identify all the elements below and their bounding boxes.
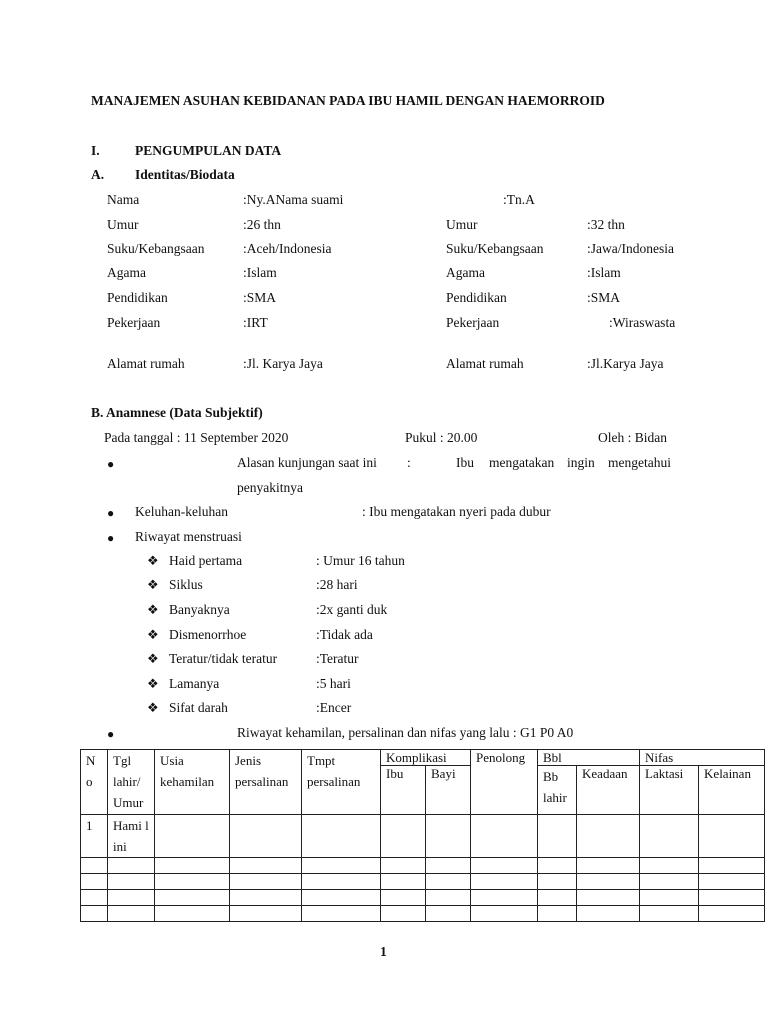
identity-right-value: :Tn.A (503, 192, 535, 207)
alasan-word: mengetahui (608, 455, 671, 470)
cell-empty (155, 906, 230, 922)
table-row (81, 906, 765, 922)
section-1-heading: PENGUMPULAN DATA (135, 143, 282, 158)
cell-empty (230, 906, 302, 922)
identity-right-value: :Jl.Karya Jaya (587, 356, 664, 371)
bullet-icon: ● (107, 457, 115, 471)
header-ibu: Ibu (381, 766, 426, 815)
identity-right-label: Alamat rumah (446, 356, 524, 371)
identity-left-label: Umur (107, 217, 139, 232)
header-kelainan: Kelainan (699, 766, 765, 815)
identity-left-label: Pekerjaan (107, 315, 161, 330)
bullet-icon: ● (107, 506, 115, 520)
cell-empty (471, 815, 538, 858)
menstruation-value: :Encer (316, 700, 352, 715)
alasan-colon: : (407, 455, 411, 470)
cell-empty (577, 858, 640, 874)
cell-empty (302, 858, 381, 874)
identity-left-value: :Islam (243, 265, 277, 280)
identity-right-label: Umur (446, 217, 478, 232)
table-row (81, 874, 765, 890)
cell-empty (699, 890, 765, 906)
pregnancy-history-table (80, 749, 765, 922)
cell-empty (108, 858, 155, 874)
menstruation-value: :Teratur (316, 651, 359, 666)
page-number: 1 (380, 944, 387, 959)
menstruasi-label: Riwayat menstruasi (135, 529, 242, 544)
kehamilan-label: Riwayat kehamilan, persalinan dan nifas yang lalu : G1 P0 A0 (237, 725, 574, 740)
cell-empty (81, 890, 108, 906)
header-tgl-lahir: Tgl lahir/ Umur (108, 750, 155, 815)
cell-empty (381, 815, 426, 858)
section-1-number: I. (91, 143, 100, 158)
visit-time: Pukul : 20.00 (405, 430, 478, 445)
document-title: MANAJEMEN ASUHAN KEBIDANAN PADA IBU HAMIL DENGAN HAEMORROID (91, 93, 605, 108)
cell-empty (81, 906, 108, 922)
identity-right-value: :Islam (587, 265, 621, 280)
menstruation-label: Lamanya (169, 676, 220, 691)
menstruation-label: Haid pertama (169, 553, 243, 568)
diamond-bullet-icon: ❖ (147, 602, 159, 617)
cell-empty (471, 890, 538, 906)
cell-empty (108, 874, 155, 890)
alasan-word: Ibu (456, 455, 474, 470)
cell-empty (577, 906, 640, 922)
header-bayi: Bayi (426, 766, 471, 815)
cell-empty (640, 890, 699, 906)
identity-left-value: :26 thn (243, 217, 281, 232)
header-usia-kehamilan: Usia kehamilan (155, 750, 230, 815)
menstruation-value: :28 hari (316, 577, 358, 592)
section-b-heading: B. Anamnese (Data Subjektif) (91, 405, 263, 420)
cell-empty (426, 815, 471, 858)
diamond-bullet-icon: ❖ (147, 627, 159, 642)
section-a-number: A. (91, 167, 105, 182)
cell-empty (426, 890, 471, 906)
visit-date: Pada tanggal : 11 September 2020 (104, 430, 289, 445)
cell-empty (302, 874, 381, 890)
cell-empty (381, 858, 426, 874)
cell-empty (230, 874, 302, 890)
cell-empty (155, 858, 230, 874)
identity-left-label: Pendidikan (107, 290, 168, 305)
identity-left-label: Agama (107, 265, 146, 280)
cell-empty (471, 858, 538, 874)
alasan-continuation: penyakitnya (237, 480, 303, 495)
cell-empty (699, 906, 765, 922)
identity-right-label: Pendidikan (446, 290, 507, 305)
header-komplikasi: Komplikasi (381, 750, 471, 766)
cell-empty (699, 874, 765, 890)
bullet-icon: ● (107, 727, 115, 741)
cell-empty (230, 890, 302, 906)
cell-empty (538, 874, 577, 890)
header-bbl: Bbl (538, 750, 640, 766)
alasan-word: ingin (567, 455, 595, 470)
cell-empty (108, 906, 155, 922)
cell-empty (538, 815, 577, 858)
menstruation-value: :Tidak ada (316, 627, 373, 642)
cell-empty (577, 890, 640, 906)
cell-empty (381, 906, 426, 922)
identity-left-value: :Jl. Karya Jaya (243, 356, 323, 371)
cell-empty (538, 890, 577, 906)
diamond-bullet-icon: ❖ (147, 700, 159, 715)
menstruation-label: Banyaknya (169, 602, 230, 617)
cell-tgl-lahir: Hami l ini (108, 815, 155, 858)
cell-empty (426, 906, 471, 922)
cell-empty (81, 858, 108, 874)
menstruation-value: : Umur 16 tahun (316, 553, 405, 568)
identity-left-value: :Aceh/Indonesia (243, 241, 332, 256)
cell-empty (381, 874, 426, 890)
diamond-bullet-icon: ❖ (147, 577, 159, 592)
identity-right-value: :Wiraswasta (609, 315, 676, 330)
menstruation-label: Siklus (169, 577, 203, 592)
identity-right-label: Agama (446, 265, 485, 280)
cell-empty (577, 815, 640, 858)
header-penolong: Penolong (471, 750, 538, 815)
visit-by: Oleh : Bidan (598, 430, 667, 445)
cell-empty (426, 874, 471, 890)
cell-empty (302, 815, 381, 858)
cell-empty (230, 815, 302, 858)
table-header-row (81, 750, 765, 766)
cell-empty (699, 858, 765, 874)
cell-empty (699, 815, 765, 858)
diamond-bullet-icon: ❖ (147, 676, 159, 691)
menstruation-label: Teratur/tidak teratur (169, 651, 278, 666)
table-row (81, 815, 765, 858)
identity-left-label: Suku/Kebangsaan (107, 241, 205, 256)
menstruation-label: Dismenorrhoe (169, 627, 247, 642)
menstruation-value: :5 hari (316, 676, 351, 691)
header-nifas: Nifas (640, 750, 765, 766)
identity-left-value: :SMA (243, 290, 277, 305)
cell-empty (577, 874, 640, 890)
cell-empty (155, 890, 230, 906)
identity-left-value: :IRT (243, 315, 268, 330)
cell-no: 1 (81, 815, 108, 858)
header-keadaan: Keadaan (577, 766, 640, 815)
identity-right-value: :Jawa/Indonesia (587, 241, 674, 256)
header-no: N o (81, 750, 108, 815)
cell-empty (230, 858, 302, 874)
identity-left-label: Nama (107, 192, 140, 207)
cell-empty (302, 906, 381, 922)
header-bb-lahir: Bb lahir (538, 766, 577, 815)
keluhan-label: Keluhan-keluhan (135, 504, 228, 519)
header-laktasi: Laktasi (640, 766, 699, 815)
cell-empty (302, 890, 381, 906)
keluhan-value: : Ibu mengatakan nyeri pada dubur (362, 504, 551, 519)
cell-empty (155, 874, 230, 890)
cell-empty (640, 874, 699, 890)
cell-empty (640, 815, 699, 858)
cell-empty (538, 906, 577, 922)
cell-empty (381, 890, 426, 906)
cell-empty (640, 906, 699, 922)
section-a-heading: Identitas/Biodata (135, 167, 235, 182)
alasan-word: mengatakan (489, 455, 555, 470)
bullet-icon: ● (107, 531, 115, 545)
diamond-bullet-icon: ❖ (147, 553, 159, 568)
alasan-label: Alasan kunjungan saat ini (237, 455, 377, 470)
cell-empty (108, 890, 155, 906)
table-row (81, 890, 765, 906)
cell-empty (538, 858, 577, 874)
cell-empty (81, 874, 108, 890)
identity-right-label: Suku/Kebangsaan (446, 241, 544, 256)
menstruation-value: :2x ganti duk (316, 602, 388, 617)
table-row (81, 858, 765, 874)
identity-right-label: Pekerjaan (446, 315, 500, 330)
cell-empty (471, 906, 538, 922)
identity-left-label: Alamat rumah (107, 356, 185, 371)
cell-empty (155, 815, 230, 858)
header-tmpt-persalinan: Tmpt persalinan (302, 750, 381, 815)
identity-right-value: :SMA (587, 290, 621, 305)
cell-empty (640, 858, 699, 874)
identity-left-value: :Ny.ANama suami (243, 192, 344, 207)
menstruation-label: Sifat darah (169, 700, 228, 715)
header-jenis-persalinan: Jenis persalinan (230, 750, 302, 815)
diamond-bullet-icon: ❖ (147, 651, 159, 666)
identity-right-value: :32 thn (587, 217, 625, 232)
cell-empty (471, 874, 538, 890)
cell-empty (426, 858, 471, 874)
